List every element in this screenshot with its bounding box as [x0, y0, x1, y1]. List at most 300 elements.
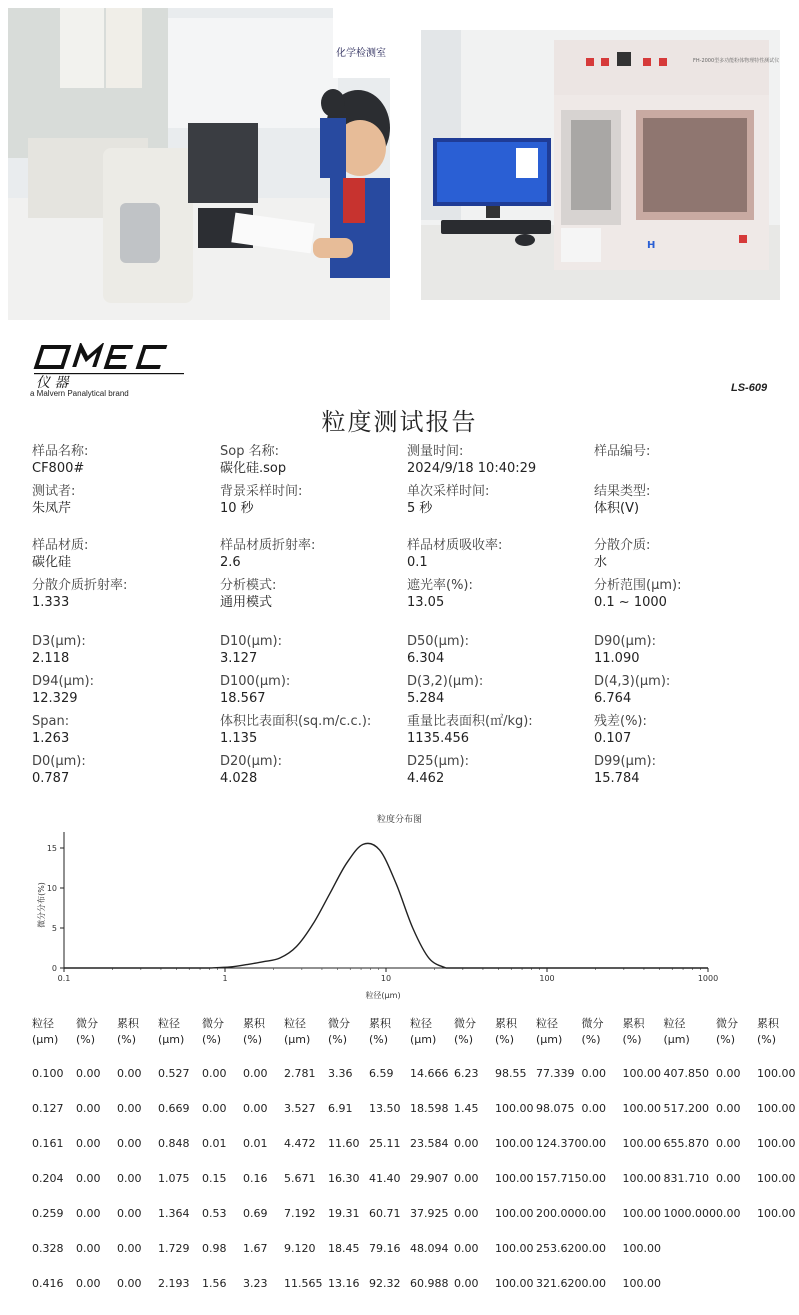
- field-value: 5.284: [407, 691, 445, 706]
- field-label: 样品材质折射率:: [220, 538, 316, 553]
- field-10: [407, 537, 502, 571]
- table-cell: 517.200: [663, 1101, 709, 1115]
- field-label: 结果类型:: [594, 484, 651, 499]
- table-row: [32, 1196, 798, 1231]
- table-cell: 60.988: [410, 1276, 449, 1290]
- field-label: D50(μm):: [407, 634, 470, 649]
- x-tick-label: 100: [539, 974, 555, 983]
- table-cell: 3.36: [328, 1066, 353, 1080]
- table-cell: 0.00: [117, 1276, 142, 1290]
- table-cell: 0.00: [76, 1101, 101, 1115]
- table-cell: 77.339: [536, 1066, 575, 1080]
- table-cell: 157.715: [536, 1171, 582, 1185]
- table-cell: 41.40: [369, 1171, 401, 1185]
- table-cell: 100.00: [495, 1276, 534, 1290]
- table-cell: 0.00: [716, 1206, 741, 1220]
- table-cell: 18.45: [328, 1241, 360, 1255]
- y-axis-label: 微分分布(%): [37, 882, 46, 928]
- table-cell: 11.565: [284, 1276, 323, 1290]
- table-header: [664, 1016, 717, 1056]
- table-cell: 655.870: [663, 1136, 709, 1150]
- field-value: 4.028: [220, 771, 258, 786]
- table-cell: 6.23: [454, 1066, 479, 1080]
- field-value: 1.333: [32, 595, 70, 610]
- particle-size-distribution-chart: [0, 820, 799, 1005]
- header-line: 累积: [369, 1017, 391, 1030]
- field-label: D(4,3)(μm):: [594, 674, 671, 689]
- field-value: 水: [594, 555, 608, 570]
- field-value: 朱凤芹: [32, 501, 72, 516]
- header-line: 累积: [117, 1017, 139, 1030]
- header-unit: (μm): [663, 1033, 690, 1046]
- field-0: [32, 443, 88, 477]
- table-header: [76, 1016, 117, 1056]
- table-cell: 0.00: [454, 1276, 479, 1290]
- header-unit: (%): [243, 1033, 263, 1046]
- field-value: 2.118: [32, 651, 70, 666]
- table-cell: 7.192: [284, 1206, 316, 1220]
- header-unit: (%): [328, 1033, 348, 1046]
- field-15: [594, 577, 681, 611]
- header-unit: (%): [495, 1033, 515, 1046]
- table-cell: 100.00: [757, 1101, 796, 1115]
- table-cell: 253.620: [536, 1241, 582, 1255]
- field-value: 3.127: [220, 651, 258, 666]
- table-cell: 0.00: [76, 1276, 101, 1290]
- table-cell: 25.11: [369, 1136, 401, 1150]
- table-cell: 100.00: [495, 1101, 534, 1115]
- table-cell: 100.00: [757, 1136, 796, 1150]
- field-value: 5 秒: [407, 501, 433, 516]
- table-row: [32, 1091, 798, 1126]
- table-cell: 0.53: [202, 1206, 227, 1220]
- field-value: 1.135: [220, 731, 258, 746]
- header-unit: (μm): [32, 1033, 59, 1046]
- table-row: [32, 1161, 798, 1196]
- table-cell: 6.59: [369, 1066, 394, 1080]
- field-11: [594, 537, 650, 571]
- field-label: D(3,2)(μm):: [407, 674, 484, 689]
- x-tick-label: 10: [380, 974, 392, 983]
- table-header: [536, 1016, 582, 1056]
- field-label: Span:: [32, 714, 70, 729]
- table-cell: 18.598: [410, 1101, 449, 1115]
- field-label: D0(μm):: [32, 754, 86, 769]
- table-cell: 407.850: [663, 1066, 709, 1080]
- field-1: [220, 443, 286, 477]
- x-axis-label: 粒径(μm): [365, 991, 401, 1000]
- table-cell: 124.370: [536, 1136, 582, 1150]
- table-header: [243, 1016, 284, 1056]
- field-value: 碳化硅.sop: [220, 461, 287, 476]
- table-cell: 9.120: [284, 1241, 316, 1255]
- field-27: [594, 713, 647, 747]
- table-cell: 98.55: [495, 1066, 527, 1080]
- table-cell: [664, 1231, 717, 1266]
- field-value: 18.567: [220, 691, 266, 706]
- field-label: 分散介质折射率:: [32, 578, 128, 593]
- field-8: [32, 537, 88, 571]
- table-cell: 0.328: [32, 1241, 64, 1255]
- instrument-plate: FH-2000型多功能粉体物理特性测试仪: [693, 58, 780, 64]
- field-7: [594, 483, 650, 517]
- table-cell: 321.620: [536, 1276, 582, 1290]
- table-cell: 0.00: [581, 1206, 606, 1220]
- table-cell: 0.16: [243, 1171, 268, 1185]
- field-label: 体积比表面积(sq.m/c.c.):: [220, 714, 372, 729]
- x-tick-label: 0.1: [57, 974, 71, 983]
- table-cell: 0.161: [32, 1136, 64, 1150]
- field-label: D99(μm):: [594, 754, 657, 769]
- table-cell: 0.00: [76, 1136, 101, 1150]
- field-label: 样品材质吸收率:: [407, 538, 503, 553]
- field-label: 分散介质:: [594, 538, 651, 553]
- field-20: [32, 673, 94, 707]
- table-cell: 0.00: [454, 1206, 479, 1220]
- x-tick-label: 1: [222, 974, 228, 983]
- distribution-curve: [64, 843, 708, 968]
- field-5: [220, 483, 302, 517]
- header-unit: (%): [202, 1033, 222, 1046]
- table-cell: 100.00: [495, 1171, 534, 1185]
- field-value: 12.329: [32, 691, 78, 706]
- table-cell: 100.00: [622, 1136, 661, 1150]
- field-label: 测试者:: [32, 484, 76, 499]
- table-cell: 0.00: [202, 1066, 227, 1080]
- header-line: 粒径: [410, 1017, 432, 1030]
- table-header: [623, 1016, 664, 1056]
- field-9: [220, 537, 315, 571]
- table-cell: 92.32: [369, 1276, 401, 1290]
- header-unit: (%): [581, 1033, 601, 1046]
- field-value: 10 秒: [220, 501, 254, 516]
- field-label: 测量时间:: [407, 444, 464, 459]
- particle-size-table: [32, 1016, 798, 1301]
- table-cell: 0.00: [716, 1101, 741, 1115]
- table-header: [117, 1016, 158, 1056]
- table-cell: 100.00: [622, 1241, 661, 1255]
- field-value: 2024/9/18 10:40:29: [407, 461, 537, 476]
- field-value: 15.784: [594, 771, 640, 786]
- table-cell: [757, 1231, 798, 1266]
- field-value: 1.263: [32, 731, 70, 746]
- field-value: 13.05: [407, 595, 445, 610]
- table-header: [328, 1016, 369, 1056]
- table-cell: 0.00: [117, 1066, 142, 1080]
- field-18: [407, 633, 469, 667]
- lab-photo-left: [8, 8, 390, 320]
- table-cell: 3.23: [243, 1276, 268, 1290]
- table-header: [495, 1016, 536, 1056]
- table-cell: 0.00: [716, 1171, 741, 1185]
- field-value: 4.462: [407, 771, 445, 786]
- instrument-brand: H: [647, 240, 656, 251]
- header-line: 微分: [454, 1017, 476, 1030]
- report-title: 粒度测试报告: [321, 408, 478, 436]
- table-cell: 0.00: [76, 1066, 101, 1080]
- table-cell: 60.71: [369, 1206, 401, 1220]
- table-cell: 0.00: [76, 1241, 101, 1255]
- table-cell: 0.00: [76, 1171, 101, 1185]
- table-cell: 13.50: [369, 1101, 401, 1115]
- table-header: [369, 1016, 410, 1056]
- y-tick-label: 15: [46, 844, 57, 853]
- table-cell: [757, 1266, 798, 1301]
- table-cell: 1.45: [454, 1101, 479, 1115]
- field-label: D90(μm):: [594, 634, 657, 649]
- y-tick-label: 10: [46, 884, 57, 893]
- table-cell: 0.527: [158, 1066, 190, 1080]
- table-row: [32, 1266, 798, 1301]
- table-cell: 0.100: [32, 1066, 64, 1080]
- table-cell: 0.00: [454, 1171, 479, 1185]
- header-line: 累积: [243, 1017, 265, 1030]
- field-30: [407, 753, 469, 787]
- table-cell: 0.00: [243, 1066, 268, 1080]
- model-code: LS-609: [731, 382, 768, 394]
- table-cell: 0.848: [158, 1136, 190, 1150]
- field-22: [407, 673, 483, 707]
- table-header: [410, 1016, 454, 1056]
- field-value: 2.6: [220, 555, 241, 570]
- table-cell: 100.00: [495, 1206, 534, 1220]
- field-value: 0.787: [32, 771, 70, 786]
- table-cell: 100.00: [622, 1171, 661, 1185]
- table-cell: 0.00: [581, 1171, 606, 1185]
- table-cell: 0.00: [581, 1101, 606, 1115]
- table-cell: 0.01: [202, 1136, 227, 1150]
- table-cell: 37.925: [410, 1206, 449, 1220]
- field-14: [407, 577, 473, 611]
- table-cell: 1.67: [243, 1241, 268, 1255]
- table-cell: 100.00: [757, 1171, 796, 1185]
- table-cell: 29.907: [410, 1171, 449, 1185]
- header-unit: (%): [454, 1033, 474, 1046]
- field-31: [594, 753, 656, 787]
- field-value: 6.304: [407, 651, 445, 666]
- table-cell: 200.000: [536, 1206, 582, 1220]
- table-cell: 2.193: [158, 1276, 190, 1290]
- header-unit: (%): [757, 1033, 777, 1046]
- table-cell: 98.075: [536, 1101, 575, 1115]
- field-25: [220, 713, 371, 747]
- table-cell: 6.91: [328, 1101, 353, 1115]
- table-cell: 0.00: [581, 1241, 606, 1255]
- field-4: [32, 483, 75, 517]
- table-cell: 0.00: [202, 1101, 227, 1115]
- field-value: 6.764: [594, 691, 632, 706]
- x-tick-label: 1000: [697, 974, 719, 983]
- header-unit: (%): [369, 1033, 389, 1046]
- field-label: D20(μm):: [220, 754, 283, 769]
- instrument-photo-right: [421, 30, 780, 300]
- table-cell: 79.16: [369, 1241, 401, 1255]
- chart-title: 粒度分布图: [376, 815, 422, 825]
- table-cell: 0.00: [581, 1066, 606, 1080]
- table-cell: 100.00: [495, 1241, 534, 1255]
- table-cell: 0.669: [158, 1101, 190, 1115]
- table-row: [32, 1056, 798, 1091]
- table-cell: 0.127: [32, 1101, 64, 1115]
- table-cell: 0.00: [581, 1276, 606, 1290]
- table-cell: 11.60: [328, 1136, 360, 1150]
- header-line: 累积: [495, 1017, 517, 1030]
- table-cell: 831.710: [663, 1171, 709, 1185]
- table-cell: 13.16: [328, 1276, 360, 1290]
- field-21: [220, 673, 290, 707]
- table-header: [158, 1016, 202, 1056]
- logo-subtitle: a Malvern Panalytical brand: [30, 389, 129, 398]
- table-cell: 0.69: [243, 1206, 268, 1220]
- header-line: 粒径: [536, 1017, 558, 1030]
- field-value: CF800#: [32, 461, 85, 476]
- table-cell: 100.00: [622, 1206, 661, 1220]
- field-19: [594, 633, 656, 667]
- table-cell: 48.094: [410, 1241, 449, 1255]
- table-cell: 0.00: [76, 1206, 101, 1220]
- field-23: [594, 673, 670, 707]
- table-cell: 100.00: [622, 1276, 661, 1290]
- table-cell: 0.259: [32, 1206, 64, 1220]
- field-label: 样品材质:: [32, 538, 89, 553]
- table-row: [32, 1231, 798, 1266]
- field-value: 1135.456: [407, 731, 470, 746]
- table-cell: 0.00: [581, 1136, 606, 1150]
- table-cell: [664, 1266, 717, 1301]
- header-line: 微分: [716, 1017, 738, 1030]
- field-6: [407, 483, 489, 517]
- table-cell: 0.204: [32, 1171, 64, 1185]
- table-cell: 0.98: [202, 1241, 227, 1255]
- table-cell: 0.00: [454, 1136, 479, 1150]
- table-cell: 16.30: [328, 1171, 360, 1185]
- table-cell: 19.31: [328, 1206, 360, 1220]
- table-cell: 0.00: [716, 1066, 741, 1080]
- field-12: [32, 577, 127, 611]
- header-unit: (μm): [284, 1033, 311, 1046]
- table-cell: 3.527: [284, 1101, 316, 1115]
- field-label: 重量比表面积(㎡/kg):: [407, 714, 533, 729]
- table-cell: 0.00: [716, 1136, 741, 1150]
- table-cell: 0.00: [117, 1101, 142, 1115]
- table-cell: 100.00: [622, 1101, 661, 1115]
- table-cell: 5.671: [284, 1171, 316, 1185]
- table-header: [32, 1016, 76, 1056]
- field-label: 单次采样时间:: [407, 484, 490, 499]
- field-28: [32, 753, 86, 787]
- field-29: [220, 753, 282, 787]
- wall-sign: 化学检测室: [336, 48, 386, 59]
- field-13: [220, 577, 276, 611]
- field-value: 0.107: [594, 731, 632, 746]
- field-17: [220, 633, 282, 667]
- field-label: 遮光率(%):: [407, 578, 473, 593]
- header-unit: (μm): [158, 1033, 185, 1046]
- header-line: 粒径: [32, 1017, 54, 1030]
- table-cell: 0.00: [117, 1206, 142, 1220]
- field-value: 0.1: [407, 555, 428, 570]
- table-header: [757, 1016, 798, 1056]
- field-16: [32, 633, 86, 667]
- table-cell: 0.00: [117, 1241, 142, 1255]
- table-header: [284, 1016, 328, 1056]
- table-cell: 100.00: [757, 1066, 796, 1080]
- header-line: 微分: [76, 1017, 98, 1030]
- table-cell: [716, 1266, 757, 1301]
- field-label: D94(μm):: [32, 674, 95, 689]
- field-26: [407, 713, 533, 747]
- header-unit: (%): [76, 1033, 96, 1046]
- y-tick-label: 5: [51, 924, 57, 933]
- header-line: 微分: [328, 1017, 350, 1030]
- table-cell: 0.15: [202, 1171, 227, 1185]
- field-value: 0.1 ~ 1000: [594, 595, 667, 610]
- field-label: Sop 名称:: [220, 444, 279, 459]
- table-cell: 14.666: [410, 1066, 449, 1080]
- table-cell: 0.00: [117, 1171, 142, 1185]
- table-cell: 1.364: [158, 1206, 190, 1220]
- table-cell: [716, 1231, 757, 1266]
- field-value: 通用模式: [220, 595, 273, 610]
- field-value: 碳化硅: [32, 555, 72, 570]
- table-cell: 4.472: [284, 1136, 316, 1150]
- table-header: [716, 1016, 757, 1056]
- table-header: [582, 1016, 623, 1056]
- field-label: 背景采样时间:: [220, 484, 303, 499]
- field-label: D25(μm):: [407, 754, 470, 769]
- table-header: [454, 1016, 495, 1056]
- field-label: 分析模式:: [220, 578, 277, 593]
- table-cell: 2.781: [284, 1066, 316, 1080]
- table-cell: 1.56: [202, 1276, 227, 1290]
- header-unit: (%): [716, 1033, 736, 1046]
- header-line: 粒径: [158, 1017, 180, 1030]
- field-label: 分析范围(μm):: [594, 578, 682, 593]
- header-line: 累积: [757, 1017, 779, 1030]
- table-cell: 0.416: [32, 1276, 64, 1290]
- field-2: [407, 443, 536, 477]
- header-line: 累积: [622, 1017, 645, 1030]
- header-line: 粒径: [284, 1017, 306, 1030]
- table-cell: 1.729: [158, 1241, 190, 1255]
- header-unit: (%): [622, 1033, 642, 1046]
- field-24: [32, 713, 69, 747]
- header-unit: (μm): [536, 1033, 563, 1046]
- field-label: D3(μm):: [32, 634, 86, 649]
- field-value: 11.090: [594, 651, 640, 666]
- table-header: [202, 1016, 243, 1056]
- table-cell: 0.00: [243, 1101, 268, 1115]
- table-cell: 1.075: [158, 1171, 190, 1185]
- field-value: 体积(V): [594, 501, 640, 516]
- header-line: 微分: [581, 1017, 604, 1030]
- header-unit: (%): [117, 1033, 137, 1046]
- table-cell: 0.01: [243, 1136, 268, 1150]
- table-cell: 1000.000: [663, 1206, 716, 1220]
- field-3: [594, 443, 650, 460]
- table-cell: 100.00: [622, 1066, 661, 1080]
- field-label: 残差(%):: [594, 714, 647, 729]
- table-cell: 0.00: [117, 1136, 142, 1150]
- field-label: D100(μm):: [220, 674, 291, 689]
- field-label: D10(μm):: [220, 634, 283, 649]
- field-label: 样品编号:: [594, 444, 651, 459]
- table-cell: 0.00: [454, 1241, 479, 1255]
- table-cell: 100.00: [495, 1136, 534, 1150]
- table-cell: 100.00: [757, 1206, 796, 1220]
- svg-text:仪 器: 仪 器: [36, 375, 69, 389]
- table-row: [32, 1126, 798, 1161]
